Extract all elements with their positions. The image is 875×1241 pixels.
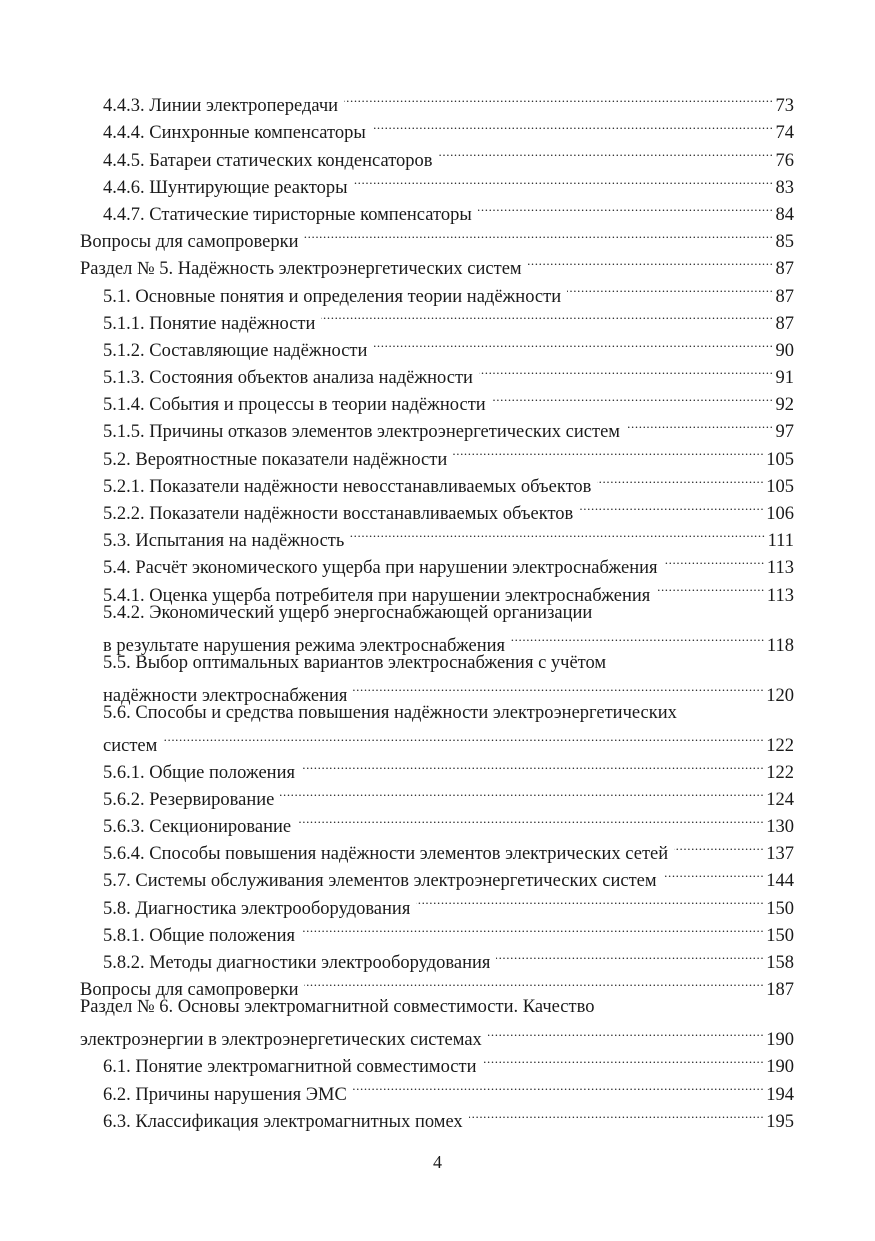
dot-leader xyxy=(163,723,764,750)
toc-entry-page: 150 xyxy=(766,898,794,919)
dot-leader xyxy=(301,751,764,778)
toc-entry-title: надёжности электроснабжения xyxy=(103,685,348,706)
dot-leader xyxy=(301,914,764,941)
dot-leader xyxy=(304,968,764,995)
toc-entry-title: 5.6.4. Способы повышения надёжности элементов электрических сетей xyxy=(103,844,669,865)
toc-entry-title: 5.7. Системы обслуживания элементов электроэнергетических систем xyxy=(103,871,657,892)
toc-entry-page: 144 xyxy=(766,871,794,892)
toc-entry-page: 122 xyxy=(766,762,794,783)
toc-entry-title-line1: 5.6. Способы и средства повышения надёжности электроэнергетических xyxy=(103,702,677,723)
dot-leader xyxy=(416,886,764,913)
toc-entry-page: 195 xyxy=(766,1111,794,1132)
dot-leader xyxy=(656,573,765,600)
dot-leader xyxy=(321,302,773,329)
toc-entry-title: 5.3. Испытания на надёжность xyxy=(103,531,345,552)
toc-entry-page: 137 xyxy=(766,844,794,865)
toc-entry-page: 124 xyxy=(766,789,794,810)
toc-entry-page: 97 xyxy=(775,422,794,443)
toc-entry[interactable] xyxy=(80,751,794,783)
toc-entry-title: 5.2.1. Показатели надёжности невосстанавливаемых объектов xyxy=(103,476,592,497)
dot-leader xyxy=(478,193,774,220)
toc-entry-page: 105 xyxy=(766,476,794,497)
toc-entry[interactable] xyxy=(80,723,794,756)
toc-entry-page: 105 xyxy=(766,449,794,470)
toc-entry-title: электроэнергии в электроэнергетических системах xyxy=(80,1030,482,1051)
dot-leader xyxy=(304,220,773,247)
toc-entry-page: 111 xyxy=(767,531,794,552)
toc-entry-title: в результате нарушения режима электроснабжения xyxy=(103,635,506,656)
dot-leader xyxy=(496,941,764,968)
toc-entry-title: Вопросы для самопроверки xyxy=(80,232,299,253)
dot-leader xyxy=(350,519,765,546)
toc-entry-title: 5.8.1. Общие положения xyxy=(103,925,295,946)
toc-entry-title: 5.2.2. Показатели надёжности восстанавливаемых объектов xyxy=(103,504,574,524)
toc-entry-title: 5.1. Основные понятия и определения теории надёжности xyxy=(103,286,562,307)
toc-entry-page: 83 xyxy=(775,177,794,198)
toc-entry-title: 5.1.1. Понятие надёжности xyxy=(103,313,316,334)
toc-entry-title: 5.2. Вероятностные показатели надёжности xyxy=(103,449,448,470)
toc-entry-page: 130 xyxy=(766,817,794,838)
dot-leader xyxy=(482,1045,764,1072)
toc-entry-page: 87 xyxy=(775,313,794,334)
toc-entry-title: 4.4.3. Линии электропередачи xyxy=(103,96,339,117)
toc-entry-page: 91 xyxy=(775,368,794,389)
dot-leader xyxy=(453,437,764,464)
toc-entry-title: систем xyxy=(103,735,158,756)
toc-entry-page: 120 xyxy=(766,685,794,706)
toc-entry[interactable] xyxy=(80,1018,794,1051)
toc-entry-page: 73 xyxy=(775,96,794,117)
toc-entry-title: 5.6.1. Общие положения xyxy=(103,762,295,783)
toc-entry-page: 194 xyxy=(766,1084,794,1105)
toc-entry-page: 87 xyxy=(775,259,794,280)
dot-leader xyxy=(280,778,764,805)
toc-entry-title-line1: Раздел № 6. Основы электромагнитной совместимости. Качество xyxy=(80,997,595,1018)
toc-entry-title: 6.1. Понятие электромагнитной совместимости xyxy=(103,1057,477,1078)
dot-leader xyxy=(663,859,765,886)
dot-leader xyxy=(664,546,765,573)
dot-leader xyxy=(479,356,774,383)
toc-entry-page: 190 xyxy=(766,1030,794,1051)
dot-leader xyxy=(579,492,764,519)
dot-leader xyxy=(488,1018,764,1045)
dot-leader xyxy=(492,383,774,410)
toc-entry-title: 5.4.1. Оценка ущерба потребителя при нарушении электроснабжения xyxy=(103,585,651,606)
toc-entry-title: Вопросы для самопроверки xyxy=(80,980,299,1001)
toc-entry-title: 5.1.3. Состояния объектов анализа надёжности xyxy=(103,368,473,389)
dot-leader xyxy=(353,1072,764,1099)
dot-leader xyxy=(674,832,764,859)
dot-leader xyxy=(597,465,764,492)
toc-entry-page: 113 xyxy=(766,585,794,606)
dot-leader xyxy=(353,673,764,700)
toc-entry-title: 6.2. Причины нарушения ЭМС xyxy=(103,1084,347,1105)
toc-entry-title: 5.6.2. Резервирование xyxy=(103,789,275,810)
toc-entry-page: 76 xyxy=(775,150,794,171)
toc-entry-page: 122 xyxy=(766,735,794,756)
toc-entry-page: 84 xyxy=(775,204,794,225)
toc-entry-page: 90 xyxy=(775,340,794,361)
toc-entry-title: 5.6.3. Секционирование xyxy=(103,817,292,838)
toc-entry-page: 92 xyxy=(775,395,794,416)
toc-entry-title: 5.8. Диагностика электрооборудования xyxy=(103,898,411,919)
toc-entry[interactable] xyxy=(80,623,794,656)
toc-entry-title: 4.4.4. Синхронные компенсаторы xyxy=(103,123,366,144)
dot-leader xyxy=(511,623,765,650)
dot-leader xyxy=(469,1100,765,1127)
dot-leader xyxy=(567,274,773,301)
toc-entry-page: 87 xyxy=(775,286,794,307)
dot-leader xyxy=(354,166,774,193)
table-of-contents xyxy=(80,84,794,1132)
toc-entry-title: Раздел № 5. Надёжность электроэнергетических систем xyxy=(80,259,522,280)
dot-leader xyxy=(626,410,773,437)
toc-entry-title-line1: 5.4.2. Экономический ущерб энергоснабжающей организации xyxy=(103,602,593,623)
toc-entry[interactable] xyxy=(80,673,794,706)
toc-entry-page: 150 xyxy=(766,925,794,946)
dot-leader xyxy=(528,247,774,274)
toc-entry-page: 106 xyxy=(766,504,794,524)
toc-entry-title: 5.1.5. Причины отказов элементов электроэнергетических систем xyxy=(103,422,621,443)
toc-entry-page: 187 xyxy=(766,980,794,1001)
toc-entry-page: 190 xyxy=(766,1057,794,1078)
toc-entry-title-line1: 5.5. Выбор оптимальных вариантов электроснабжения с учётом xyxy=(103,652,607,673)
toc-entry-page: 85 xyxy=(775,232,794,253)
toc-entry-title: 4.4.6. Шунтирующие реакторы xyxy=(103,177,348,198)
toc-entry-title: 5.1.2. Составляющие надёжности xyxy=(103,340,368,361)
toc-entry-title: 5.4. Расчёт экономического ущерба при нарушении электроснабжения xyxy=(103,558,658,579)
dot-leader xyxy=(439,138,774,165)
dot-leader xyxy=(372,111,774,138)
dot-leader xyxy=(373,329,773,356)
toc-entry-page: 113 xyxy=(766,558,794,579)
toc-entry-title: 4.4.7. Статические тиристорные компенсаторы xyxy=(103,204,472,225)
dot-leader xyxy=(344,84,773,111)
toc-entry-title: 5.8.2. Методы диагностики электрооборудования xyxy=(103,953,491,974)
toc-entry-page: 74 xyxy=(775,123,794,144)
toc-entry[interactable] xyxy=(80,84,794,117)
page-number: 4 xyxy=(433,1152,442,1172)
toc-entry-title: 5.1.4. События и процессы в теории надёжности xyxy=(103,395,486,416)
dot-leader xyxy=(297,805,764,832)
toc-entry-page: 158 xyxy=(766,953,794,974)
toc-entry-title: 6.3. Классификация электромагнитных помех xyxy=(103,1111,463,1132)
toc-entry-page: 118 xyxy=(766,635,794,656)
toc-entry-title: 4.4.5. Батареи статических конденсаторов xyxy=(103,150,433,171)
